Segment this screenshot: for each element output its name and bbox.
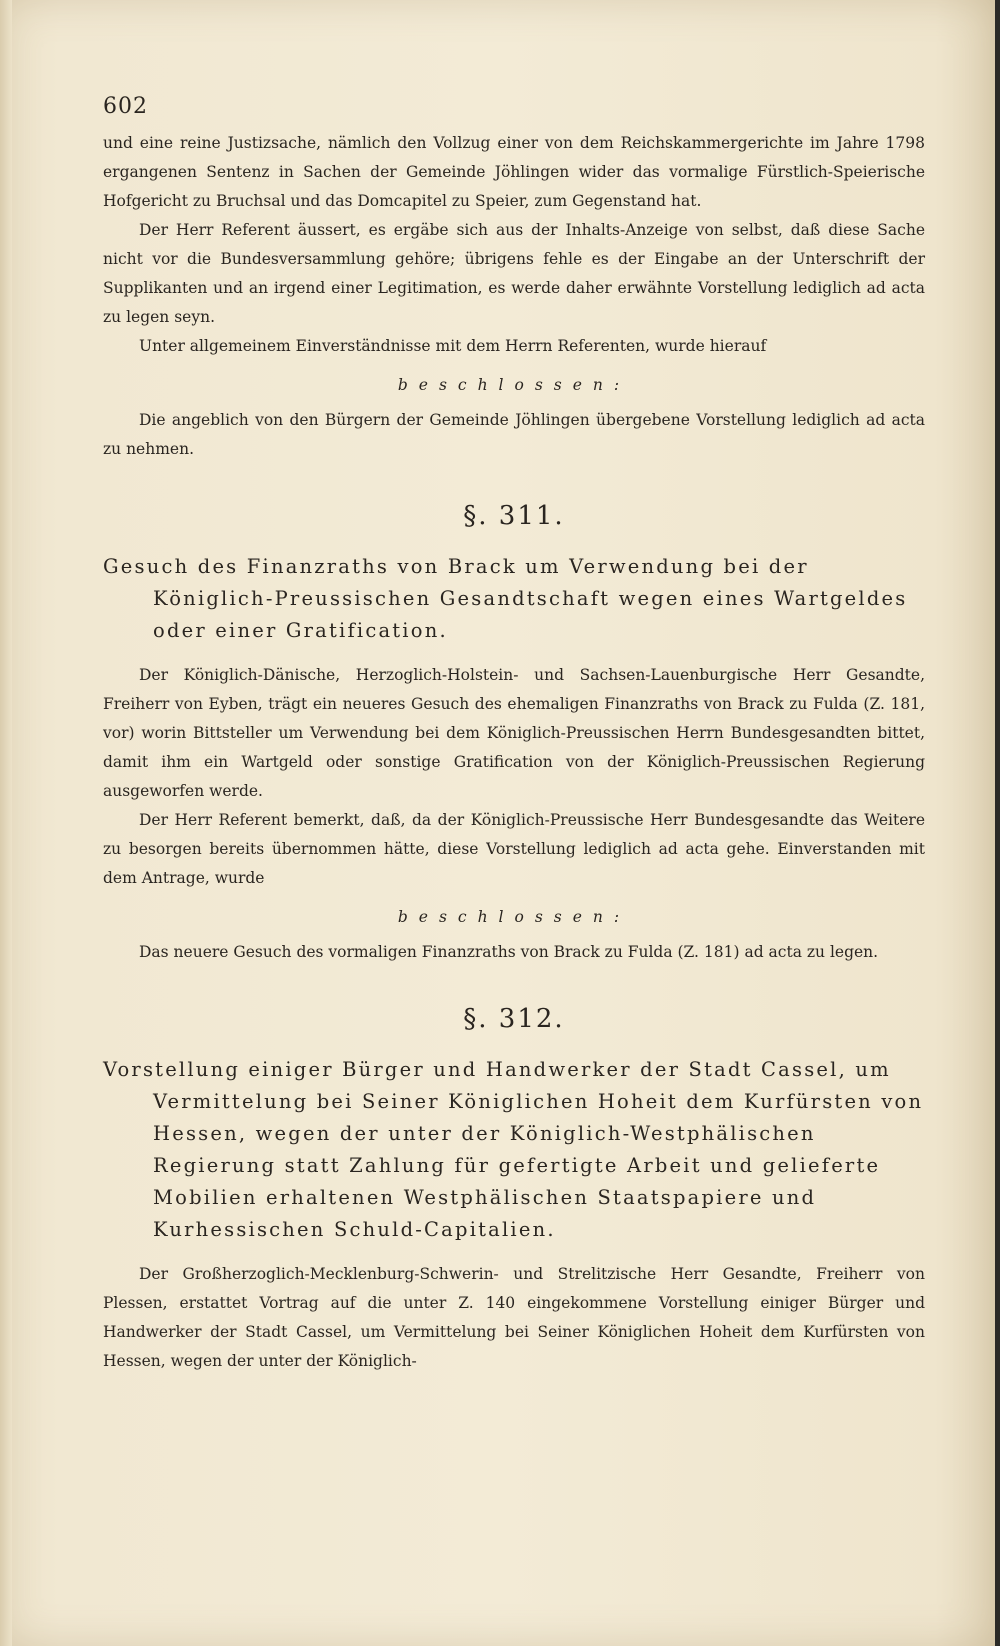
section-number-312: §. 312. <box>463 1004 565 1034</box>
paragraph-continuation: und eine reine Justizsache, nämlich den Vollzug einer von dem Reichskammergerichte im Jahre 1798 ergangenen Sentenz in Sachen der Gemeinde Jöhlingen wider das vormalige Fürstlich-Speierische Hofgericht zu Bruchsal und das Domcapitel zu Speier, zum Gegenstand hat. <box>103 134 925 210</box>
page-number: 602 <box>103 94 148 119</box>
paragraph-referent-opinion: Der Herr Referent äussert, es ergäbe sich aus der Inhalts-Anzeige von selbst, daß diese Sache nicht vor die Bundesversammlung gehöre; übrigens fehle es der Eingabe an der Unterschrift der Supplikanten und an irgend einer Legitimation, es werde daher erwähnte Vorstellung lediglich ad acta zu legen seyn. <box>103 221 925 326</box>
resolution-text: Die angeblich von den Bürgern der Gemeinde Jöhlingen übergebene Vorstellung lediglich ad acta zu nehmen. <box>103 411 925 458</box>
page-content <box>103 92 925 1376</box>
paragraph-312-vortrag: Der Großherzoglich-Mecklenburg-Schwerin- und Strelitzische Herr Gesandte, Freiherr von Plessen, erstattet Vortrag auf die unter Z. 140 eingekommene Vorstellung einiger Bürger und Handwerker der Stadt Cassel, um Vermittelung bei Seiner Königlichen Hoheit dem Kurfürsten von Hessen, wegen der unter der Königlich- <box>103 1265 925 1370</box>
paragraph-311-referent: Der Herr Referent bemerkt, daß, da der Königlich-Preussische Herr Bundesgesandte das Weitere zu besorgen bereits übernommen hätte, diese Vorstellung lediglich ad acta gehe. Einverstanden mit dem Antrage, wurde <box>103 811 925 887</box>
section-heading-311: Gesuch des Finanzraths von Brack um Verwendung bei der Königlich-Preussischen Gesandtschaft wegen eines Wartgeldes oder einer Gratification. <box>103 555 908 642</box>
paragraph-311-gesuch: Der Königlich-Dänische, Herzoglich-Holstein- und Sachsen-Lauenburgische Herr Gesandte, Freiherr von Eyben, trägt ein neueres Gesuch des ehemaligen Finanzraths von Brack zu Fulda (Z. 181, vor) worin Bittsteller um Verwendung bei dem Königlich-Preussischen Herrn Bundesgesandten bittet, damit ihm ein Wartgeld oder sonstige Gratification von der Königlich-Preussischen Regierung ausgeworfen werde. <box>103 666 925 800</box>
paragraph-agreement: Unter allgemeinem Einverständnisse mit dem Herrn Referenten, wurde hierauf <box>139 337 767 355</box>
section-heading-312: Vorstellung einiger Bürger und Handwerker der Stadt Cassel, um Vermittelung bei Seiner Königlichen Hoheit dem Kurfürsten von Hessen, wegen der unter der Königlich-Westphälischen Regierung statt Zahlung für gefertigte Arbeit und gelieferte Mobilien erhaltenen Westphälischen Staatspapiere und Kurhessischen Schuld-Capitalien. <box>103 1058 924 1241</box>
page-gutter <box>0 0 12 1646</box>
page-edge-shadow <box>995 0 1000 1646</box>
section-number-311: §. 311. <box>463 501 565 531</box>
beschlossen-label-311: beschlossen: <box>397 908 631 926</box>
beschlossen-label: beschlossen: <box>397 376 631 394</box>
resolution-text-311: Das neuere Gesuch des vormaligen Finanzraths von Brack zu Fulda (Z. 181) ad acta zu legen. <box>139 943 879 961</box>
